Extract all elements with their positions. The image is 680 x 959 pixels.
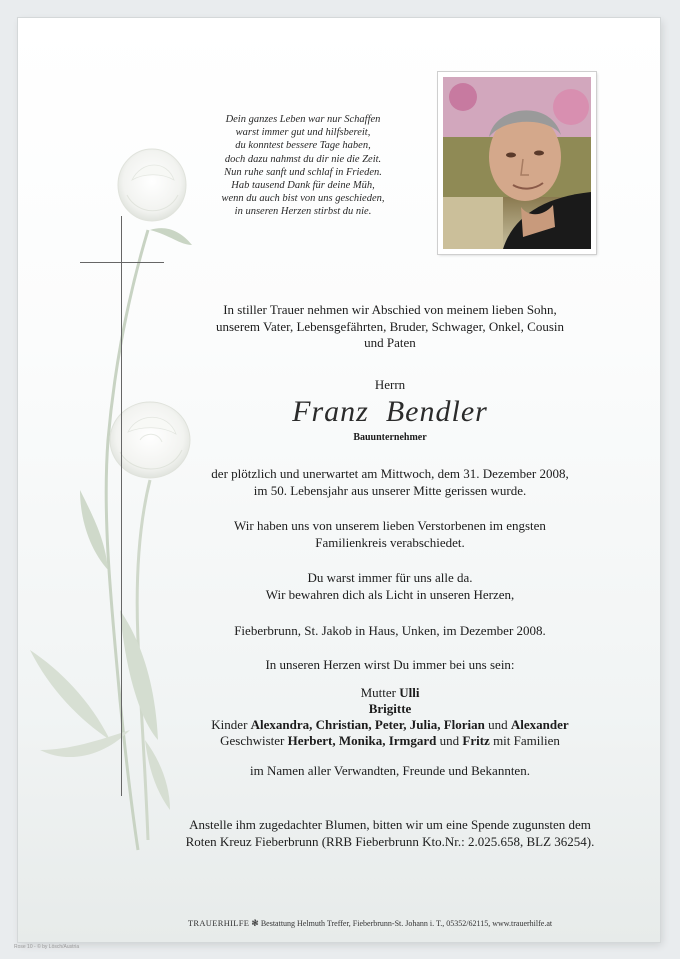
cross-vertical-line bbox=[121, 216, 122, 796]
footer bbox=[120, 918, 620, 929]
relatives-text: im Namen aller Verwandten, Freunde und Bekannten. bbox=[250, 763, 530, 778]
memory-line: Wir bewahren dich als Licht in unseren Herzen, bbox=[265, 586, 515, 602]
intro-line: unserem Vater, Lebensgefährten, Bruder, Schwager, Onkel, Cousin bbox=[215, 318, 564, 334]
partner-name: Brigitte bbox=[368, 701, 412, 716]
memory-line: Du warst immer für uns alle da. bbox=[307, 570, 473, 585]
cross-horizontal-line bbox=[80, 262, 164, 263]
poem-line: in unseren Herzen stirbst du nie. bbox=[234, 206, 372, 218]
family-siblings bbox=[150, 733, 630, 750]
memory-text bbox=[180, 570, 600, 603]
intro-text bbox=[180, 302, 600, 352]
siblings-suffix: mit Familien bbox=[493, 733, 560, 748]
children-label: Kinder bbox=[211, 717, 248, 732]
salutation: Herrn bbox=[374, 377, 406, 392]
siblings-label: Geschwister bbox=[220, 733, 285, 748]
donation-line: Roten Kreuz Fieberbrunn (RRB Fieberbrunn Kto.Nr.: 2.025.658, BLZ 36254). bbox=[185, 833, 595, 849]
siblings-names: Herbert, Monika, Irmgard bbox=[287, 733, 437, 748]
children-names: Alexandra, Christian, Peter, Julia, Florian bbox=[250, 717, 485, 732]
mother-label: Mutter bbox=[360, 685, 396, 700]
intro-line: In stiller Trauer nehmen wir Abschied von meinem lieben Sohn, bbox=[223, 302, 557, 317]
poem-line: wenn du auch bist von uns geschieden, bbox=[221, 193, 385, 205]
family-partner bbox=[180, 701, 600, 718]
death-text bbox=[180, 466, 600, 499]
farewell-line: Familienkreis verabschiedet. bbox=[315, 534, 465, 550]
white-roses-illustration bbox=[20, 140, 220, 860]
copyright-note: Rose 10 - © by Lösch/Austria bbox=[14, 944, 80, 950]
intro-line: und Paten bbox=[364, 335, 416, 350]
death-line: der plötzlich und unerwartet am Mittwoch, dem 31. Dezember 2008, bbox=[211, 466, 569, 481]
poem-line: Hab tausend Dank für deine Müh, bbox=[231, 180, 375, 192]
siblings-and: und bbox=[439, 733, 460, 748]
footer-brand: TRAUERHILFE bbox=[187, 918, 250, 928]
family-children bbox=[150, 717, 630, 734]
place-date: Fieberbrunn, St. Jakob in Haus, Unken, im Dezember 2008. bbox=[234, 623, 546, 638]
occupation: Bauunternehmer bbox=[353, 432, 427, 443]
footer-text: Bestattung Helmuth Treffer, Fieberbrunn-St. Johann i. T., 05352/62115, www.trauerhilfe.at bbox=[260, 919, 553, 928]
portrait-frame bbox=[438, 72, 596, 254]
mother-name: Ulli bbox=[399, 685, 420, 700]
farewell-line: Wir haben uns von unserem lieben Verstorbenen im engsten bbox=[234, 518, 546, 533]
death-line: im 50. Lebensjahr aus unserer Mitte gerissen wurde. bbox=[253, 482, 527, 498]
poem-line: doch dazu nahmst du dir nie die Zeit. bbox=[224, 153, 382, 165]
memorial-poem bbox=[198, 113, 408, 219]
heart-text: In unseren Herzen wirst Du immer bei uns sein: bbox=[265, 657, 515, 672]
farewell-text bbox=[180, 518, 600, 551]
family-mother bbox=[180, 685, 600, 702]
children-last: Alexander bbox=[510, 717, 569, 732]
poem-line: Dein ganzes Leben war nur Schaffen bbox=[225, 114, 381, 125]
flame-icon: ❃ bbox=[251, 918, 259, 928]
poem-line: du konntest bessere Tage haben, bbox=[235, 140, 371, 152]
donation-line: Anstelle ihm zugedachter Blumen, bitten wir um eine Spende zugunsten dem bbox=[189, 817, 591, 832]
poem-line: Nun ruhe sanft und schlaf in Frieden. bbox=[224, 166, 382, 178]
siblings-last: Fritz bbox=[462, 733, 490, 748]
poem-line: warst immer gut und hilfsbereit, bbox=[235, 127, 371, 139]
children-and: und bbox=[488, 717, 508, 732]
portrait-photo bbox=[443, 77, 591, 249]
deceased-name: Franz Bendler bbox=[292, 395, 488, 428]
portrait-illustration bbox=[443, 77, 591, 249]
donation-text bbox=[150, 817, 630, 850]
